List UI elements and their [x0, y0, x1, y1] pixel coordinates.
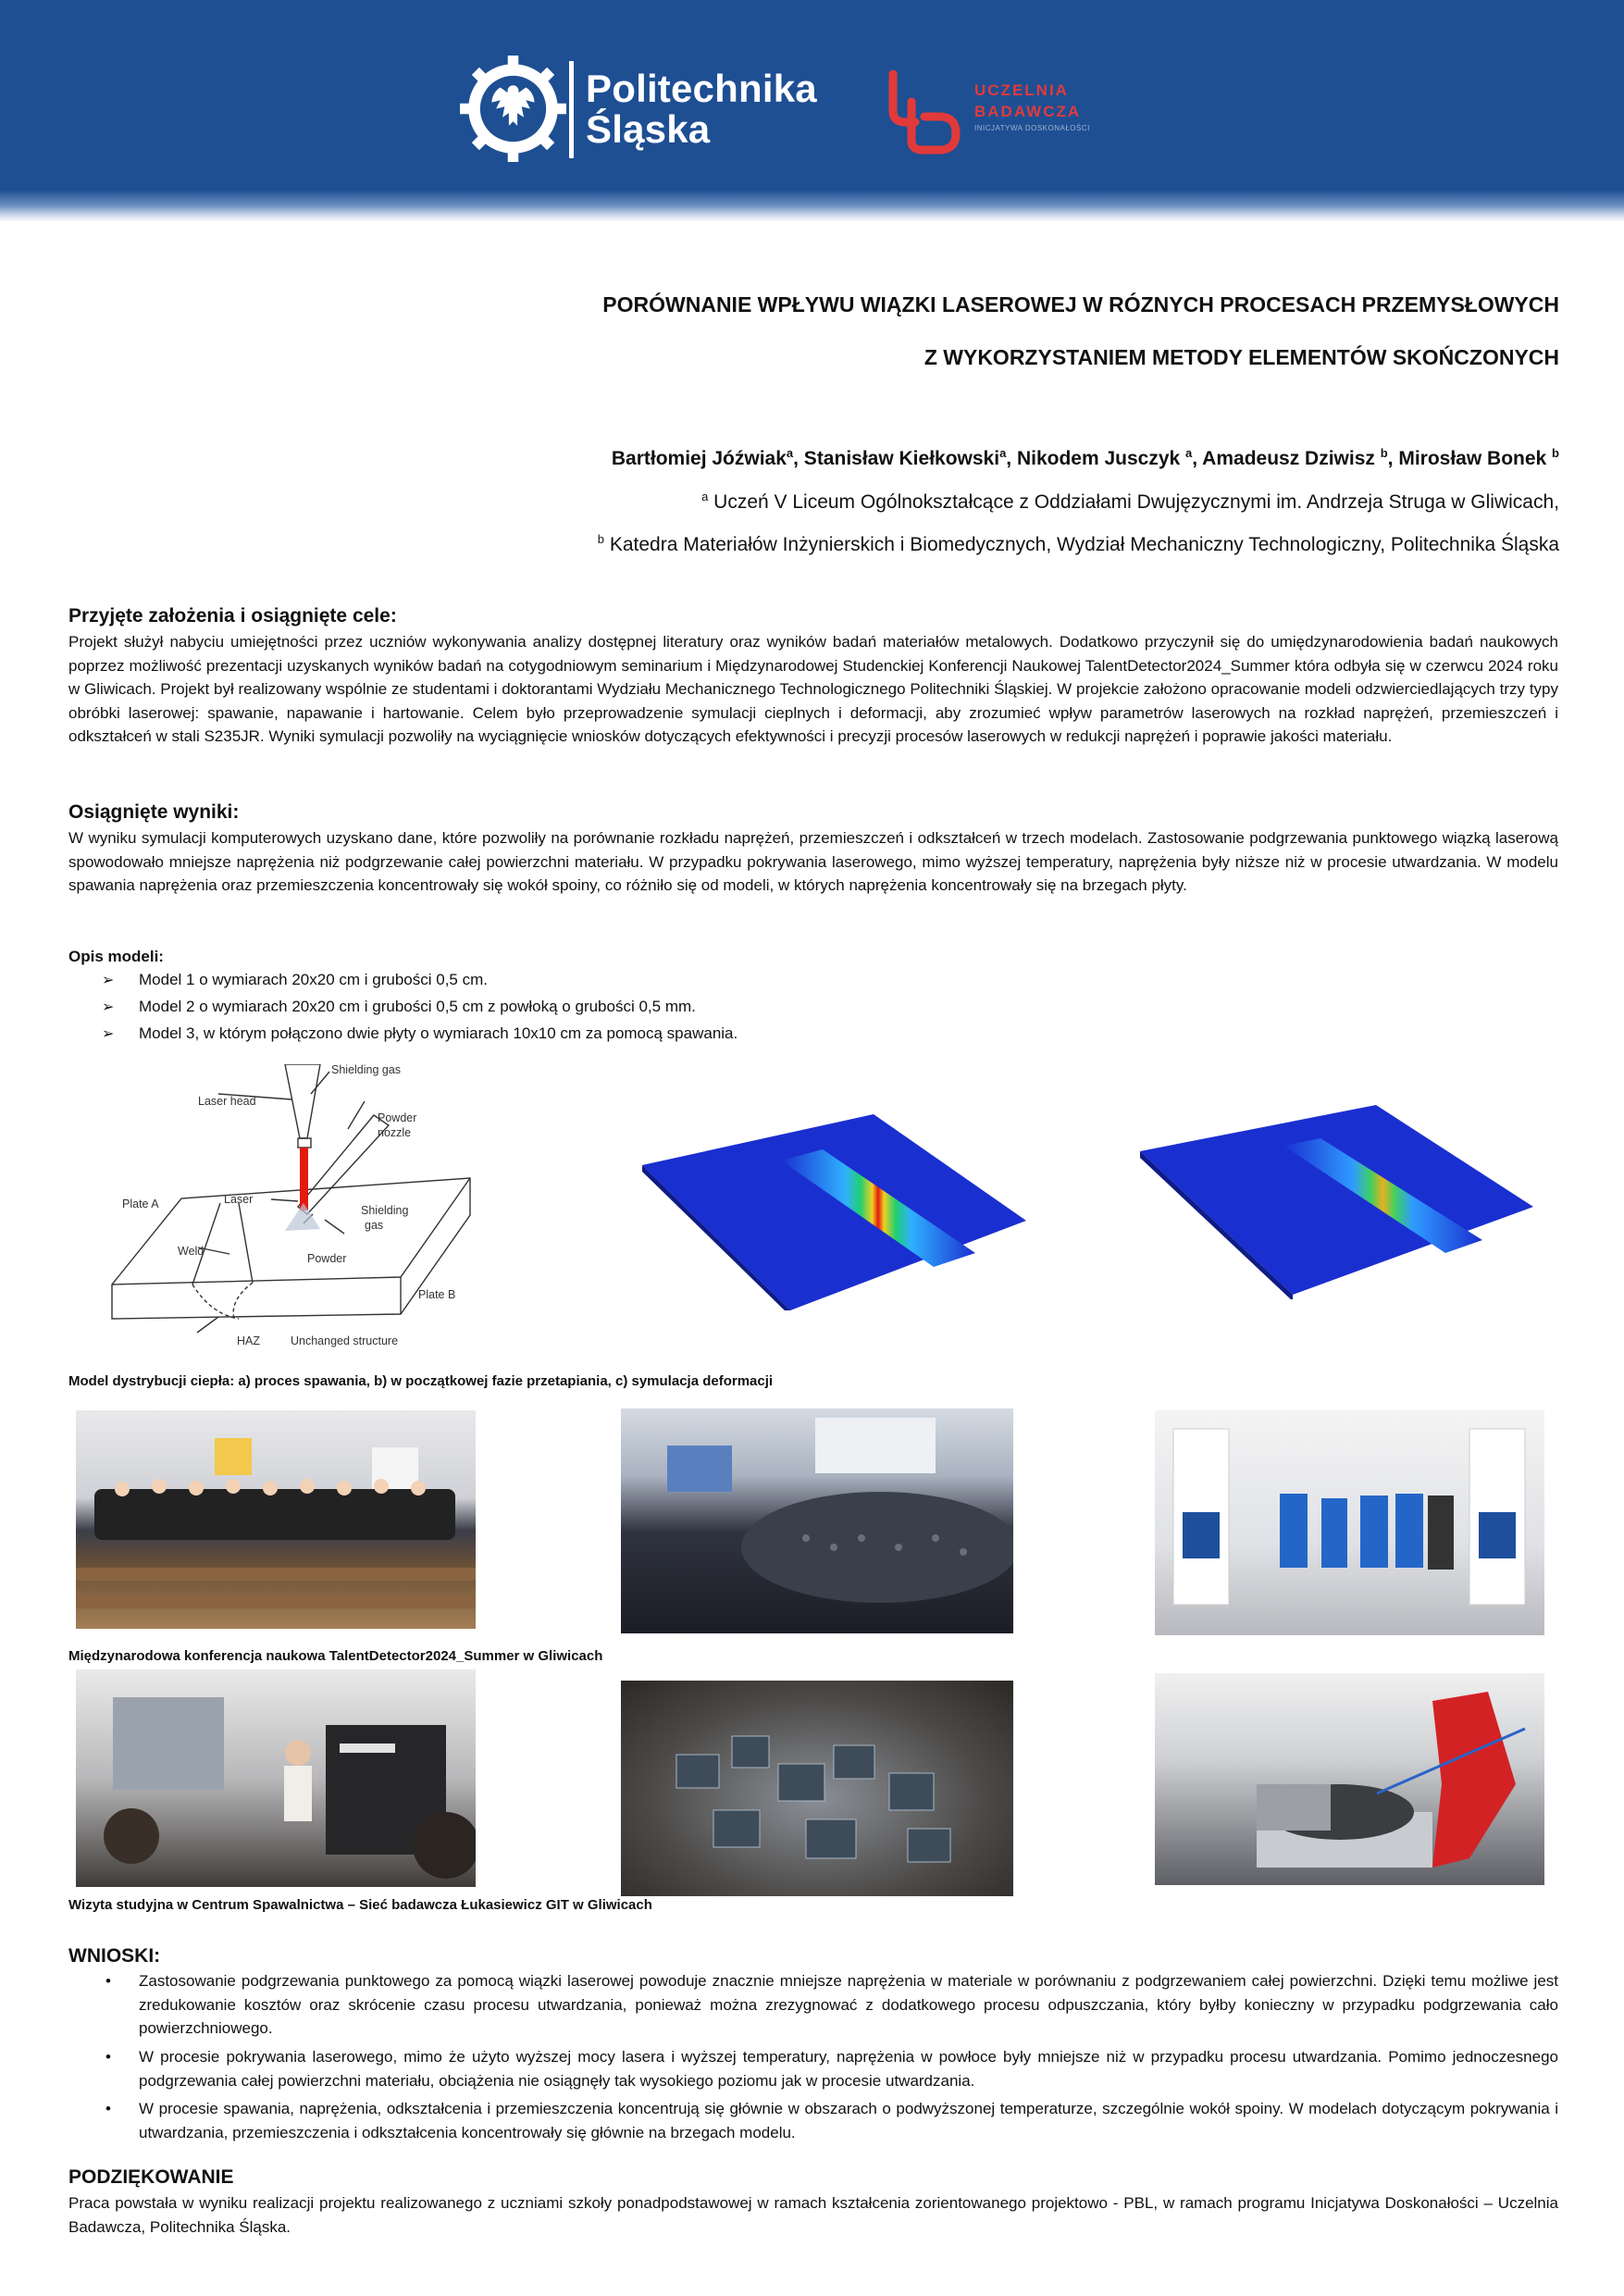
affiliation-a-sup: a [701, 490, 709, 503]
conclusion-item [102, 2097, 1558, 2144]
acknowledgements-text: Praca powstała w wyniku realizacji projektu realizowanego z uczniami szkoły ponadpodstawowej w ramach kształcenia zorientowanego projektowo - PBL, w ramach programu Inicjatywa Doskonałości – Uczelnia Badawcza, Politechnika Śląska. [68, 2194, 1558, 2236]
caption-conference: Międzynarodowa konferencja naukowa TalentDetector2024_Summer w Gliwicach [68, 1648, 603, 1664]
photo-conference-team [1155, 1410, 1544, 1635]
heat-simulation-b [642, 1114, 1026, 1310]
title-line-2: Z WYKORZYSTANIEM METODY ELEMENTÓW SKOŃCZONYCH [924, 345, 1559, 369]
diagram-label-haz: HAZ [237, 1334, 260, 1347]
section-results-text: W wyniku symulacji komputerowych uzyskano dane, które pozwoliły na porównanie rozkładu naprężeń, przemieszczeń i odkształceń w trzech modelach. Zastosowanie podgrzewania punktowego wiązką laserową spowodowało mniejsze naprężenia niż podgrzewanie całej powierzchni materiału. W przypadku pokrywania laserowego, mimo wyższej temperatury, naprężenia były niższe niż w procesie utwardzania. W modelu spawania naprężenia oraz przemieszczenia koncentrowały się wokół spoiny, co różniło się od modeli, w których naprężenia koncentrowały się na brzegach płyty. [68, 829, 1558, 894]
section-results-heading: Osiągnięte wyniki: [68, 801, 240, 823]
affiliation-a [701, 491, 1559, 514]
ub-line-1: UCZELNIA [974, 81, 1069, 99]
title-line-1: PORÓWNANIE WPŁYWU WIĄZKI LASEROWEJ W RÓZNYCH PROCESACH PRZEMYSŁOWYCH [602, 292, 1559, 316]
diagram-label-shielding-1: Shielding [361, 1204, 409, 1217]
conclusion-text: W procesie spawania, naprężenia, odkształcenia i przemieszczenia koncentrują się głównie w obszarach o podwyższonej temperaturze, szczególnie wokół spoiny. W modelach dotyczącym pokrywania i utwardzania, przemieszczenia i odkształcenia koncentrowały się głównie na brzegach modelu. [139, 2100, 1558, 2141]
bullet-icon: • [105, 2048, 111, 2066]
diagram-label-plate-a: Plate A [122, 1198, 159, 1210]
diagram-label-shielding-2: gas [365, 1219, 384, 1232]
acknowledgements-heading: PODZIĘKOWANIE [68, 2166, 234, 2188]
photo-printed-parts [621, 1681, 1013, 1896]
author-2-sup: a [999, 446, 1007, 460]
affiliation-b-text: Katedra Materiałów Inżynierskich i Biomedycznych, Wydział Mechaniczny Technologiczny, Politechnika Śląska [604, 534, 1559, 555]
bullet-icon: • [105, 2100, 111, 2117]
author-2: , Stanisław Kiełkowski [793, 448, 1000, 469]
ub-subtitle: INICJATYWA DOSKONAŁOŚCI [974, 124, 1090, 132]
photo-parts-content [621, 1681, 1013, 1896]
diagram-label-powder: Powder [307, 1252, 347, 1265]
deformation-simulation-c [1140, 1105, 1533, 1299]
photo-auditorium-content [621, 1409, 1013, 1633]
author-5: , Mirosław Bonek [1387, 448, 1553, 469]
ub-line-2: BADAWCZA [974, 103, 1082, 120]
header-banner [0, 0, 1624, 222]
photo-conference-group [76, 1410, 476, 1629]
diagram-label-powder-nozzle-2: nozzle [378, 1126, 412, 1139]
caption-study-visit: Wizyta studyjna w Centrum Spawalnictwa – Sieć badawcza Łukasiewicz GIT w Gliwicach [68, 1897, 652, 1913]
model-item [102, 998, 696, 1016]
photo-conference-group-content [76, 1410, 476, 1629]
model-item [102, 1024, 738, 1043]
author-3-sup: a [1185, 446, 1193, 460]
logo-line-1: Politechnika [586, 67, 817, 110]
bullet-icon: • [105, 1972, 111, 1990]
author-1-sup: a [786, 446, 794, 460]
caption-heat-model: Model dystrybucji ciepła: a) proces spawania, b) w początkowej fazie przetapiania, c) symulacja deformacji [68, 1373, 774, 1389]
logo-wordmark [586, 68, 817, 150]
models-heading: Opis modeli: [68, 948, 164, 965]
author-1: Bartłomiej Jóźwiak [611, 448, 787, 469]
model-item-text: Model 3, w którym połączono dwie płyty o wymiarach 10x10 cm za pomocą spawania. [139, 1024, 738, 1042]
author-3: , Nikodem Jusczyk [1006, 448, 1186, 469]
authors [612, 448, 1559, 470]
conclusion-item [102, 2045, 1558, 2092]
conclusion-item [102, 1969, 1558, 2041]
photo-lab-content [76, 1669, 476, 1887]
uczelnia-badawcza-logo-icon [884, 65, 967, 157]
conclusion-text: Zastosowanie podgrzewania punktowego za pomocą wiązki laserowej powoduje znacznie mniejsze naprężenia w materiale w porównaniu z podgrzewaniem całej powierzchni. Dzięki temu możliwe jest zredukowanie kosztów oraz skrócenie czasu procesu utwardzania, ponieważ można zrezygnować z dodatkowego procesu odpuszczania, który byłby konieczny w przypadku podgrzewania cało powierzchniowego. [139, 1972, 1558, 2037]
politechnika-slaska-logo-icon [460, 56, 566, 162]
diagram-label-laser-head: Laser head [198, 1095, 256, 1108]
affiliation-b [598, 534, 1559, 556]
laser-welding-diagram [109, 1064, 489, 1351]
arrow-bullet-icon: ➢ [102, 1026, 115, 1042]
conclusions-heading: WNIOSKI: [68, 1945, 161, 1967]
photo-welding-robot [1155, 1673, 1544, 1885]
diagram-label-powder-nozzle-1: Powder [378, 1111, 417, 1124]
photo-robot-content [1155, 1673, 1544, 1885]
model-item-text: Model 2 o wymiarach 20x20 cm i grubości 0,5 cm z powłoką o grubości 0,5 mm. [139, 998, 696, 1015]
diagram-label-unchanged: Unchanged structure [291, 1334, 399, 1347]
arrow-bullet-icon: ➢ [102, 973, 115, 988]
affiliation-a-text: Uczeń V Liceum Ogólnokształcące z Oddziałami Dwujęzycznymi im. Andrzeja Struga w Gliwicach, [708, 491, 1559, 513]
photo-conference-auditorium [621, 1409, 1013, 1633]
conclusion-text: W procesie pokrywania laserowego, mimo że użyto wyższej mocy lasera i wyższej temperatury, naprężenia w powłoce były mniejsze niż w przypadku procesu utwardzania. Pomimo jednoczesnego podgrzewania całej powierzchni materiału, obciążenia nie osiągnęły tak wysokiego poziomu jak w procesie utwardzania. [139, 2048, 1558, 2090]
ub-wordmark [974, 80, 1081, 122]
model-item [102, 971, 488, 989]
photo-lab-visit [76, 1669, 476, 1887]
photo-team-content [1155, 1410, 1544, 1635]
arrow-bullet-icon: ➢ [102, 999, 115, 1015]
logo-line-2: Śląska [586, 107, 711, 151]
diagram-label-shielding-gas-top: Shielding gas [331, 1064, 402, 1076]
affiliation-b-sup: b [597, 532, 604, 546]
author-4: , Amadeusz Dziwisz [1192, 448, 1381, 469]
section-goals-heading: Przyjęte założenia i osiągnięte cele: [68, 605, 397, 627]
author-5-sup: b [1552, 446, 1559, 460]
logo-divider [569, 61, 574, 158]
author-4-sup: b [1380, 446, 1388, 460]
diagram-label-laser: Laser [224, 1193, 254, 1206]
model-item-text: Model 1 o wymiarach 20x20 cm i grubości 0,5 cm. [139, 971, 488, 988]
section-goals-text: Projekt służył nabyciu umiejętności przez uczniów wykonywania analizy dostępnej literatury oraz wyników badań materiałów metalowych. Dodatkowo przyczynił się do umiędzynarodowienia badań naukowych poprzez możliwość prezentacji uzyskanych wyników badań na cotygodniowym seminarium i Międzynarodowej Studenckiej Konferencji Naukowej TalentDetector2024_Summer która odbyła się w czerwcu 2024 roku w Gliwicach. Projekt był realizowany wspólnie ze studentami i doktorantami Wydziału Mechanicznego Technologicznego Politechniki Śląskiej. W projekcie założono opracowanie modeli odzwierciedlających trzy typy obróbki laserowej: spawanie, napawanie i hartowanie. Celem było przeprowadzenie symulacji cieplnych i deformacji, aby zrozumieć wpływ parametrów laserowych na rozkład naprężeń, przemieszczeń i odkształceń w stali S235JR. Wyniki symulacji pozwoliły na wyciągnięcie wniosków dotyczących efektywności i precyzji procesów laserowych w redukcji naprężeń i poprawie jakości materiału. [68, 633, 1558, 745]
diagram-label-plate-b: Plate B [418, 1288, 456, 1301]
diagram-label-weld: Weld [178, 1245, 205, 1258]
